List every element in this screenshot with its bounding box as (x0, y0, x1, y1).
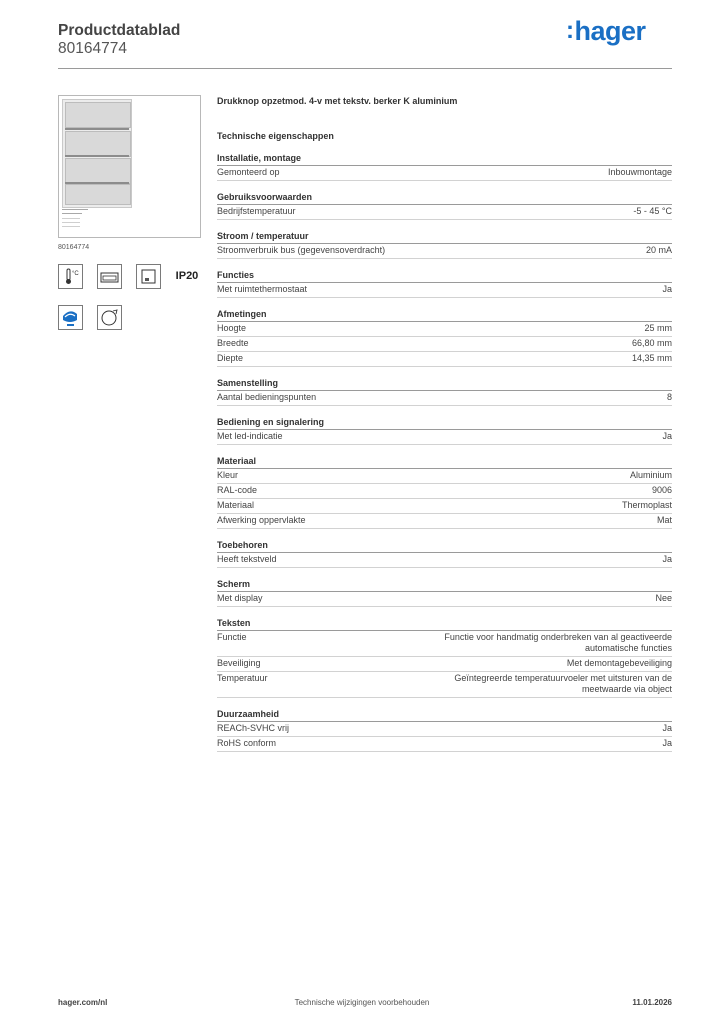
spec-section-title: Afmetingen (217, 308, 672, 322)
header-divider (58, 68, 672, 69)
spec-value: Inbouwmontage (607, 167, 672, 177)
spec-section-title: Materiaal (217, 455, 672, 469)
flush-mount-icon (97, 264, 122, 289)
spec-section (217, 308, 672, 367)
spec-row (217, 391, 672, 406)
spec-label: Gemonteerd op (217, 167, 280, 177)
spec-section (217, 455, 672, 529)
spec-section (217, 152, 672, 181)
spec-section (217, 578, 672, 607)
product-image (58, 95, 201, 238)
logo-text: hager (574, 16, 646, 46)
spec-section-title: Functies (217, 269, 672, 283)
spec-section-title: Installatie, montage (217, 152, 672, 166)
spec-value: Functie voor handmatig onderbreken van al geactiveerde automatische functies (444, 632, 672, 653)
spec-row (217, 672, 672, 698)
spec-label: Temperatuur (217, 673, 268, 683)
spec-value: Aluminium (629, 470, 672, 480)
spec-label: Stroomverbruik bus (gegevensoverdracht) (217, 245, 386, 255)
spec-value: Ja (662, 431, 672, 441)
spec-label: Materiaal (217, 500, 255, 510)
spec-section (217, 416, 672, 445)
svg-text:°C: °C (72, 271, 79, 277)
spec-section (217, 377, 672, 406)
spec-section (217, 617, 672, 698)
spec-value: Ja (662, 284, 672, 294)
spec-label: Bedrijfstemperatuur (217, 206, 296, 216)
rocker-key (65, 158, 131, 184)
spec-row (217, 430, 672, 445)
spec-value: Ja (662, 738, 672, 748)
spec-value: Mat (656, 515, 672, 525)
spec-label: Met display (217, 593, 263, 603)
spec-section-title: Duurzaamheid (217, 708, 672, 722)
spec-row (217, 514, 672, 529)
eco-label-icon (58, 305, 83, 330)
spec-row (217, 657, 672, 672)
spec-row (217, 166, 672, 181)
spec-row (217, 244, 672, 259)
spec-value: 25 mm (644, 323, 672, 333)
spec-value: 66,80 mm (631, 338, 672, 348)
led-strip (65, 128, 129, 130)
spec-row (217, 283, 672, 298)
spec-row (217, 205, 672, 220)
spec-table (217, 152, 672, 762)
hager-logo (566, 16, 646, 47)
spec-label: Beveiliging (217, 658, 261, 668)
temperature-sensor-icon (58, 264, 83, 289)
spec-value: Met demontagebeveiliging (566, 658, 672, 668)
spec-row (217, 722, 672, 737)
spec-section-title: Samenstelling (217, 377, 672, 391)
spec-label: Breedte (217, 338, 249, 348)
module-icon (136, 264, 161, 289)
ip20-icon: IP20 (175, 270, 199, 282)
spec-label: Met ruimtethermostaat (217, 284, 308, 294)
spec-section-title: Stroom / temperatuur (217, 230, 672, 244)
spec-value: 20 mA (645, 245, 672, 255)
spec-value: 14,35 mm (631, 353, 672, 363)
spec-value: Ja (662, 723, 672, 733)
rocker-key (65, 131, 131, 157)
rocker-key (65, 102, 131, 128)
spec-label: Afwerking oppervlakte (217, 515, 306, 525)
footer-date: 11.01.2026 (632, 998, 672, 1007)
label-line (62, 222, 80, 223)
spec-row (217, 592, 672, 607)
rocker-key (65, 184, 131, 205)
spec-row (217, 737, 672, 752)
spec-row (217, 631, 672, 657)
spec-label: RoHS conform (217, 738, 277, 748)
spec-label: Heeft tekstveld (217, 554, 277, 564)
spec-label: Met led-indicatie (217, 431, 283, 441)
product-code: 80164774 (58, 40, 127, 57)
image-caption: 80164774 (58, 244, 90, 251)
spec-section (217, 708, 672, 752)
label-line (62, 209, 88, 210)
spec-value: Ja (662, 554, 672, 564)
spec-section-title: Toebehoren (217, 539, 672, 553)
spec-section-title: Gebruiksvoorwaarden (217, 191, 672, 205)
spec-label: Hoogte (217, 323, 247, 333)
label-line (62, 226, 80, 227)
spec-value: -5 - 45 °C (633, 206, 672, 216)
product-front-plate (62, 99, 132, 208)
spec-section (217, 230, 672, 259)
spec-label: Functie (217, 632, 247, 642)
product-description: Drukknop opzetmod. 4-v met tekstv. berker K aluminium (217, 96, 458, 106)
spec-section (217, 539, 672, 568)
spec-row (217, 484, 672, 499)
spec-label: REACh-SVHC vrij (217, 723, 290, 733)
spec-row (217, 322, 672, 337)
label-line (62, 218, 80, 219)
footer-website: hager.com/nl (58, 998, 108, 1007)
spec-value: Thermoplast (621, 500, 672, 510)
spec-label: Diepte (217, 353, 244, 363)
spec-row (217, 352, 672, 367)
spec-section-title: Scherm (217, 578, 672, 592)
spec-value: 9006 (651, 485, 672, 495)
label-line (62, 213, 82, 214)
rotary-control-icon (97, 305, 122, 330)
spec-label: Kleur (217, 470, 239, 480)
spec-value: 8 (666, 392, 672, 402)
led-strip (65, 155, 129, 157)
logo-mark: : (566, 17, 574, 44)
spec-section-title: Bediening en signalering (217, 416, 672, 430)
spec-label: Aantal bedieningspunten (217, 392, 317, 402)
tech-properties-title: Technische eigenschappen (217, 131, 334, 141)
spec-row (217, 337, 672, 352)
spec-section (217, 269, 672, 298)
spec-row (217, 469, 672, 484)
spec-value: Geïntegreerde temperatuurvoeler met uitsturen van de meetwaarde via object (454, 673, 672, 694)
spec-row (217, 553, 672, 568)
spec-label: RAL-code (217, 485, 258, 495)
page-title: Productdatablad (58, 22, 181, 39)
spec-value: Nee (655, 593, 672, 603)
spec-section-title: Teksten (217, 617, 672, 631)
spec-section (217, 191, 672, 220)
footer-disclaimer: Technische wijzigingen voorbehouden (294, 998, 430, 1007)
spec-row (217, 499, 672, 514)
